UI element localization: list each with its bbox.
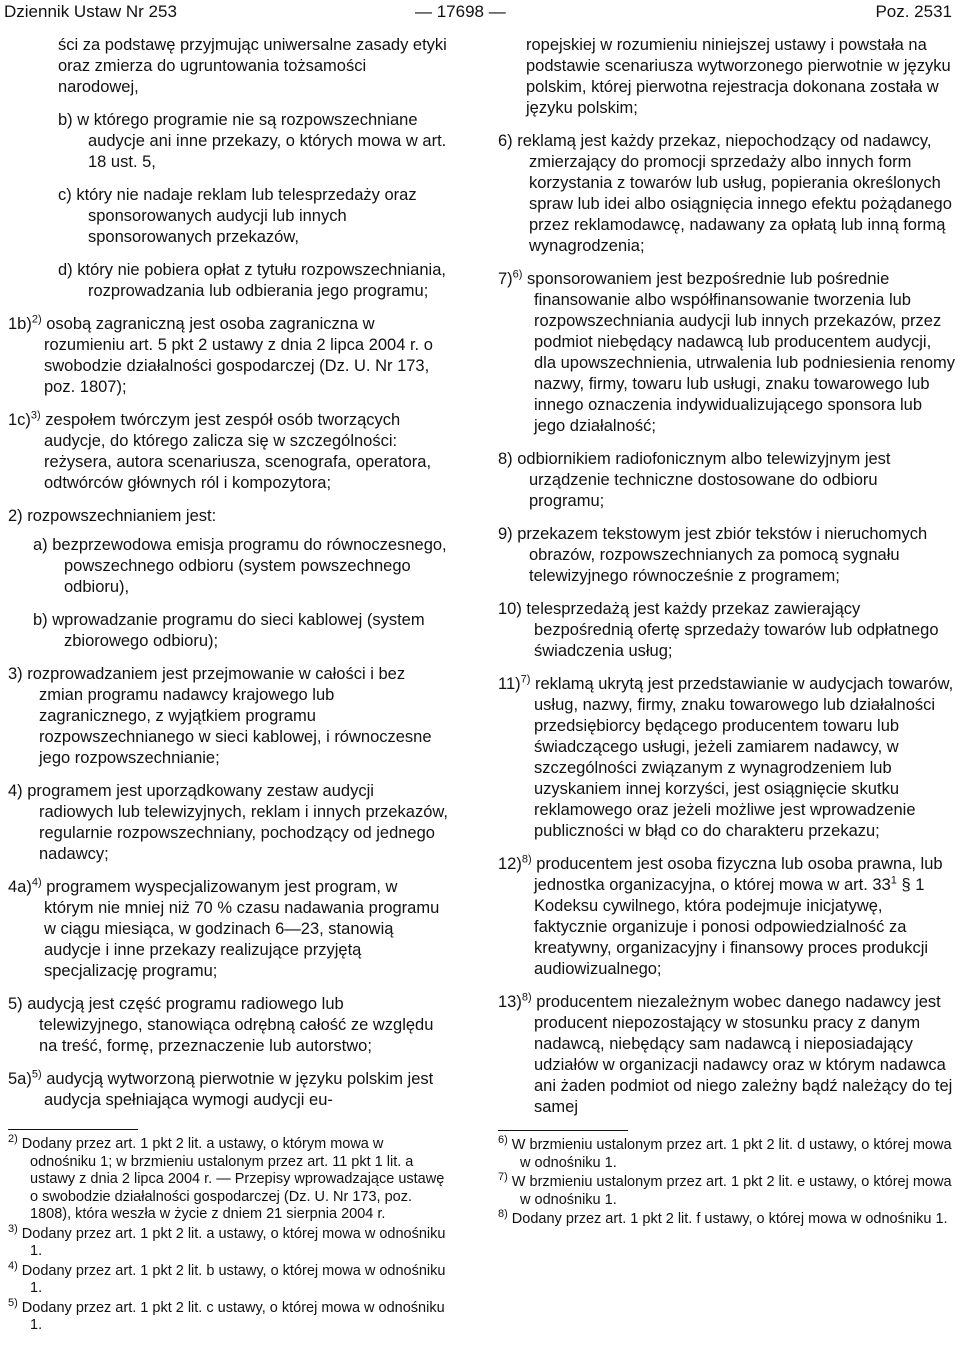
position-number: Poz. 2531 — [875, 2, 952, 21]
footnote-6: $^{6)}$ W brzmieniu ustalonym przez art. 1 pkt 2 lit. d ustawy, o której mowa w odnośniku 1. — [498, 1134, 952, 1171]
item-8: 8) odbiornikiem radiofonicznym albo telewizyjnym jest urządzenie techniczne dostosowane do odbioru programu; — [498, 450, 891, 510]
item-1c: 1c)$^{3)}$ zespołem twórczym jest zespół osób tworzących audycje, do którego zalicza się w szczególności: reżysera, autora scenariusza, scenografa, operatora, odtwórców głównych ról i kompozytora; — [8, 409, 432, 492]
item-10: 10) telesprzedażą jest każdy przekaz zawierający bezpośrednią ofertę sprzedaży towarów lub odpłatnego świadczenia usług; — [498, 600, 939, 660]
item-7: 7)$^{6)}$ sponsorowaniem jest bezpośrednie lub pośrednie finansowanie albo współfinansowanie tworzenia lub rozpowszechniania audycji lub innych przekazów, przez podmiot niebędący nadawcą lub producentem audycji, dla upowszechnienia, utrwalenia lub podniesienia renomy nazwy, firmy, towaru lub usługi, znaku towarowego lub innego oznaczenia indywidualizującego sponsora lub jego działalność; — [498, 268, 956, 435]
item-2: 2) rozpowszechnianiem jest: — [8, 507, 217, 525]
page-number: — 17698 — — [415, 2, 506, 21]
paragraph-continuation: ści za podstawę przyjmując uniwersalne zasady etyki oraz zmierza do ugruntowania tożsamości narodowej, — [58, 36, 447, 96]
item-12: 12)$^{8)}$ producentem jest osoba fizyczna lub osoba prawna, lub jednostka organizacyjna, o której mowa w art. $33^1$ § 1 Kodeksu cywilnego, która podejmuje inicjatywę, faktycznie organizuje i ponosi odpowiedzialność za kreatywny, organizacyjny i finansowy proces produkcji audiowizualnego; — [498, 853, 943, 978]
item-4a: 4a)$^{4)}$ programem wyspecjalizowanym jest program, w którym nie mniej niż 70 % czasu nadawania programu w ciągu miesiąca, w godzinach 6—23, stanowią audycje i inne przekazy realizujące przyjętą specjalizację programu; — [8, 876, 440, 980]
item-6: 6) reklamą jest każdy przekaz, niepochodzący od nadawcy, zmierzający do promocji sprzedaży albo innych form korzystania z towarów lub usług, popierania określonych spraw lub idei albo osiągnięcia innego efektu pożądanego przez reklamodawcę, nadawany za opłatą lub inną formą wynagrodzenia; — [498, 132, 952, 255]
item-c: c) który nie nadaje reklam lub telesprzedaży oraz sponsorowanych audycji lub innych sponsorowanych przekazów, — [58, 186, 417, 246]
item-2b: b) wprowadzanie programu do sieci kablowej (system zbiorowego odbioru); — [33, 611, 425, 650]
right-column — [498, 35, 956, 1231]
left-sublist — [8, 35, 448, 302]
paragraph-continuation-right: ropejskiej w rozumieniu niniejszej ustawy i powstała na podstawie scenariusza wytworzonego pierwotnie w języku polskim, której pierwotna rejestracja dokonana została w języku polskim; — [526, 36, 951, 117]
item-11: 11)$^{7)}$ reklamą ukrytą jest przedstawianie w audycjach towarów, usług, nazwy, firmy, znaku towarowego lub działalności przedsiębiorcy będącego producentem towaru lub świadczącego usługi, jeżeli zamiarem nadawcy, w szczególności związanym z wynagrodzeniem lub uzyskaniem innej korzyści, jest osiągnięcie skutku reklamowego oraz jeżeli możliwe jest wprowadzenie publiczności w błąd co do charakteru przekazu; — [498, 673, 954, 840]
item-b: b) w którego programie nie są rozpowszechniane audycje ani inne przekazy, o których mowa w art. 18 ust. 5, — [58, 111, 447, 171]
journal-title: Dziennik Ustaw Nr 253 — [4, 2, 177, 21]
item-4: 4) programem jest uporządkowany zestaw audycji radiowych lub telewizyjnych, reklam i innych przekazów, regularnie rozpowszechniany, pochodzący od jednego nadawcy; — [8, 782, 449, 863]
item-5a: 5a)$^{5)}$ audycją wytworzoną pierwotnie w języku polskim jest audycja spełniająca wymogi audycji eu- — [8, 1068, 434, 1109]
footnote-4: $^{4)}$ Dodany przez art. 1 pkt 2 lit. b ustawy, o której mowa w odnośniku 1. — [8, 1259, 446, 1296]
item-9: 9) przekazem tekstowym jest zbiór tekstów i nieruchomych obrazów, rozpowszechnianych za pomocą sygnału telewizyjnego równocześnie z programem; — [498, 525, 928, 585]
footnote-separator — [8, 1129, 138, 1130]
item-3: 3) rozprowadzaniem jest przejmowanie w całości i bez zmian programu nadawcy krajowego lub zagranicznego, z wyjątkiem programu rozpowszechnianego w sieci kablowej, i równoczesne jego rozpowszechnianie; — [8, 665, 432, 767]
item-5: 5) audycją jest część programu radiowego lub telewizyjnego, stanowiąca odrębną całość ze względu na treść, formę, przeznaczenie lub autorstwo; — [8, 995, 434, 1055]
item-2a: a) bezprzewodowa emisja programu do równoczesnego, powszechnego odbioru (system powszechnego odbioru), — [33, 536, 447, 596]
footnote-3: $^{3)}$ Dodany przez art. 1 pkt 2 lit. a ustawy, o której mowa w odnośniku 1. — [8, 1222, 446, 1259]
item-1b: 1b)$^{2)}$ osobą zagraniczną jest osoba zagraniczna w rozumieniu art. 5 pkt 2 ustawy z dnia 2 lipca 2004 r. o swobodzie działalności gospodarczej (Dz. U. Nr 173, poz. 1807); — [8, 313, 433, 396]
footnote-7: $^{7)}$ W brzmieniu ustalonym przez art. 1 pkt 2 lit. e ustawy, o której mowa w odnośniku 1. — [498, 1171, 952, 1208]
item-d: d) który nie pobiera opłat z tytułu rozpowszechniania, rozprowadzania lub odbierania jego programu; — [58, 261, 446, 300]
footnote-2: $^{2)}$ Dodany przez art. 1 pkt 2 lit. a ustawy, o którym mowa w odnośniku 1; w brzmieniu ustalonym przez art. 11 pkt 1 lit. a ustawy z dnia 2 lipca 2004 r. — Przepisy wprowadzające ustawę o swobodzie działalności gospodarczej (Dz. U. Nr 173, poz. 1808), która weszła w życie z dniem 21 sierpnia 2004 r. — [8, 1133, 445, 1222]
footnote-separator-right — [498, 1130, 628, 1131]
left-column — [8, 35, 448, 1337]
page-header — [0, 0, 960, 30]
footnote-5: $^{5)}$ Dodany przez art. 1 pkt 2 lit. c ustawy, o której mowa w odnośniku 1. — [8, 1296, 445, 1333]
footnote-8: $^{8)}$ Dodany przez art. 1 pkt 2 lit. f ustawy, o której mowa w odnośniku 1. — [498, 1208, 948, 1227]
item-13: 13)$^{8)}$ producentem niezależnym wobec danego nadawcy jest producent niepozostający w stosunku pracy z danym nadawcą, niebędący sam nadawcą i nieposiadający udziałów w organizacji nadawcy oraz w którym nadawca ani żaden podmiot od niego zależny bądź należący do tej samej — [498, 991, 953, 1116]
footnotes-left — [8, 1133, 448, 1335]
footnotes-right — [498, 1134, 956, 1229]
item-2-subitems — [8, 535, 448, 652]
